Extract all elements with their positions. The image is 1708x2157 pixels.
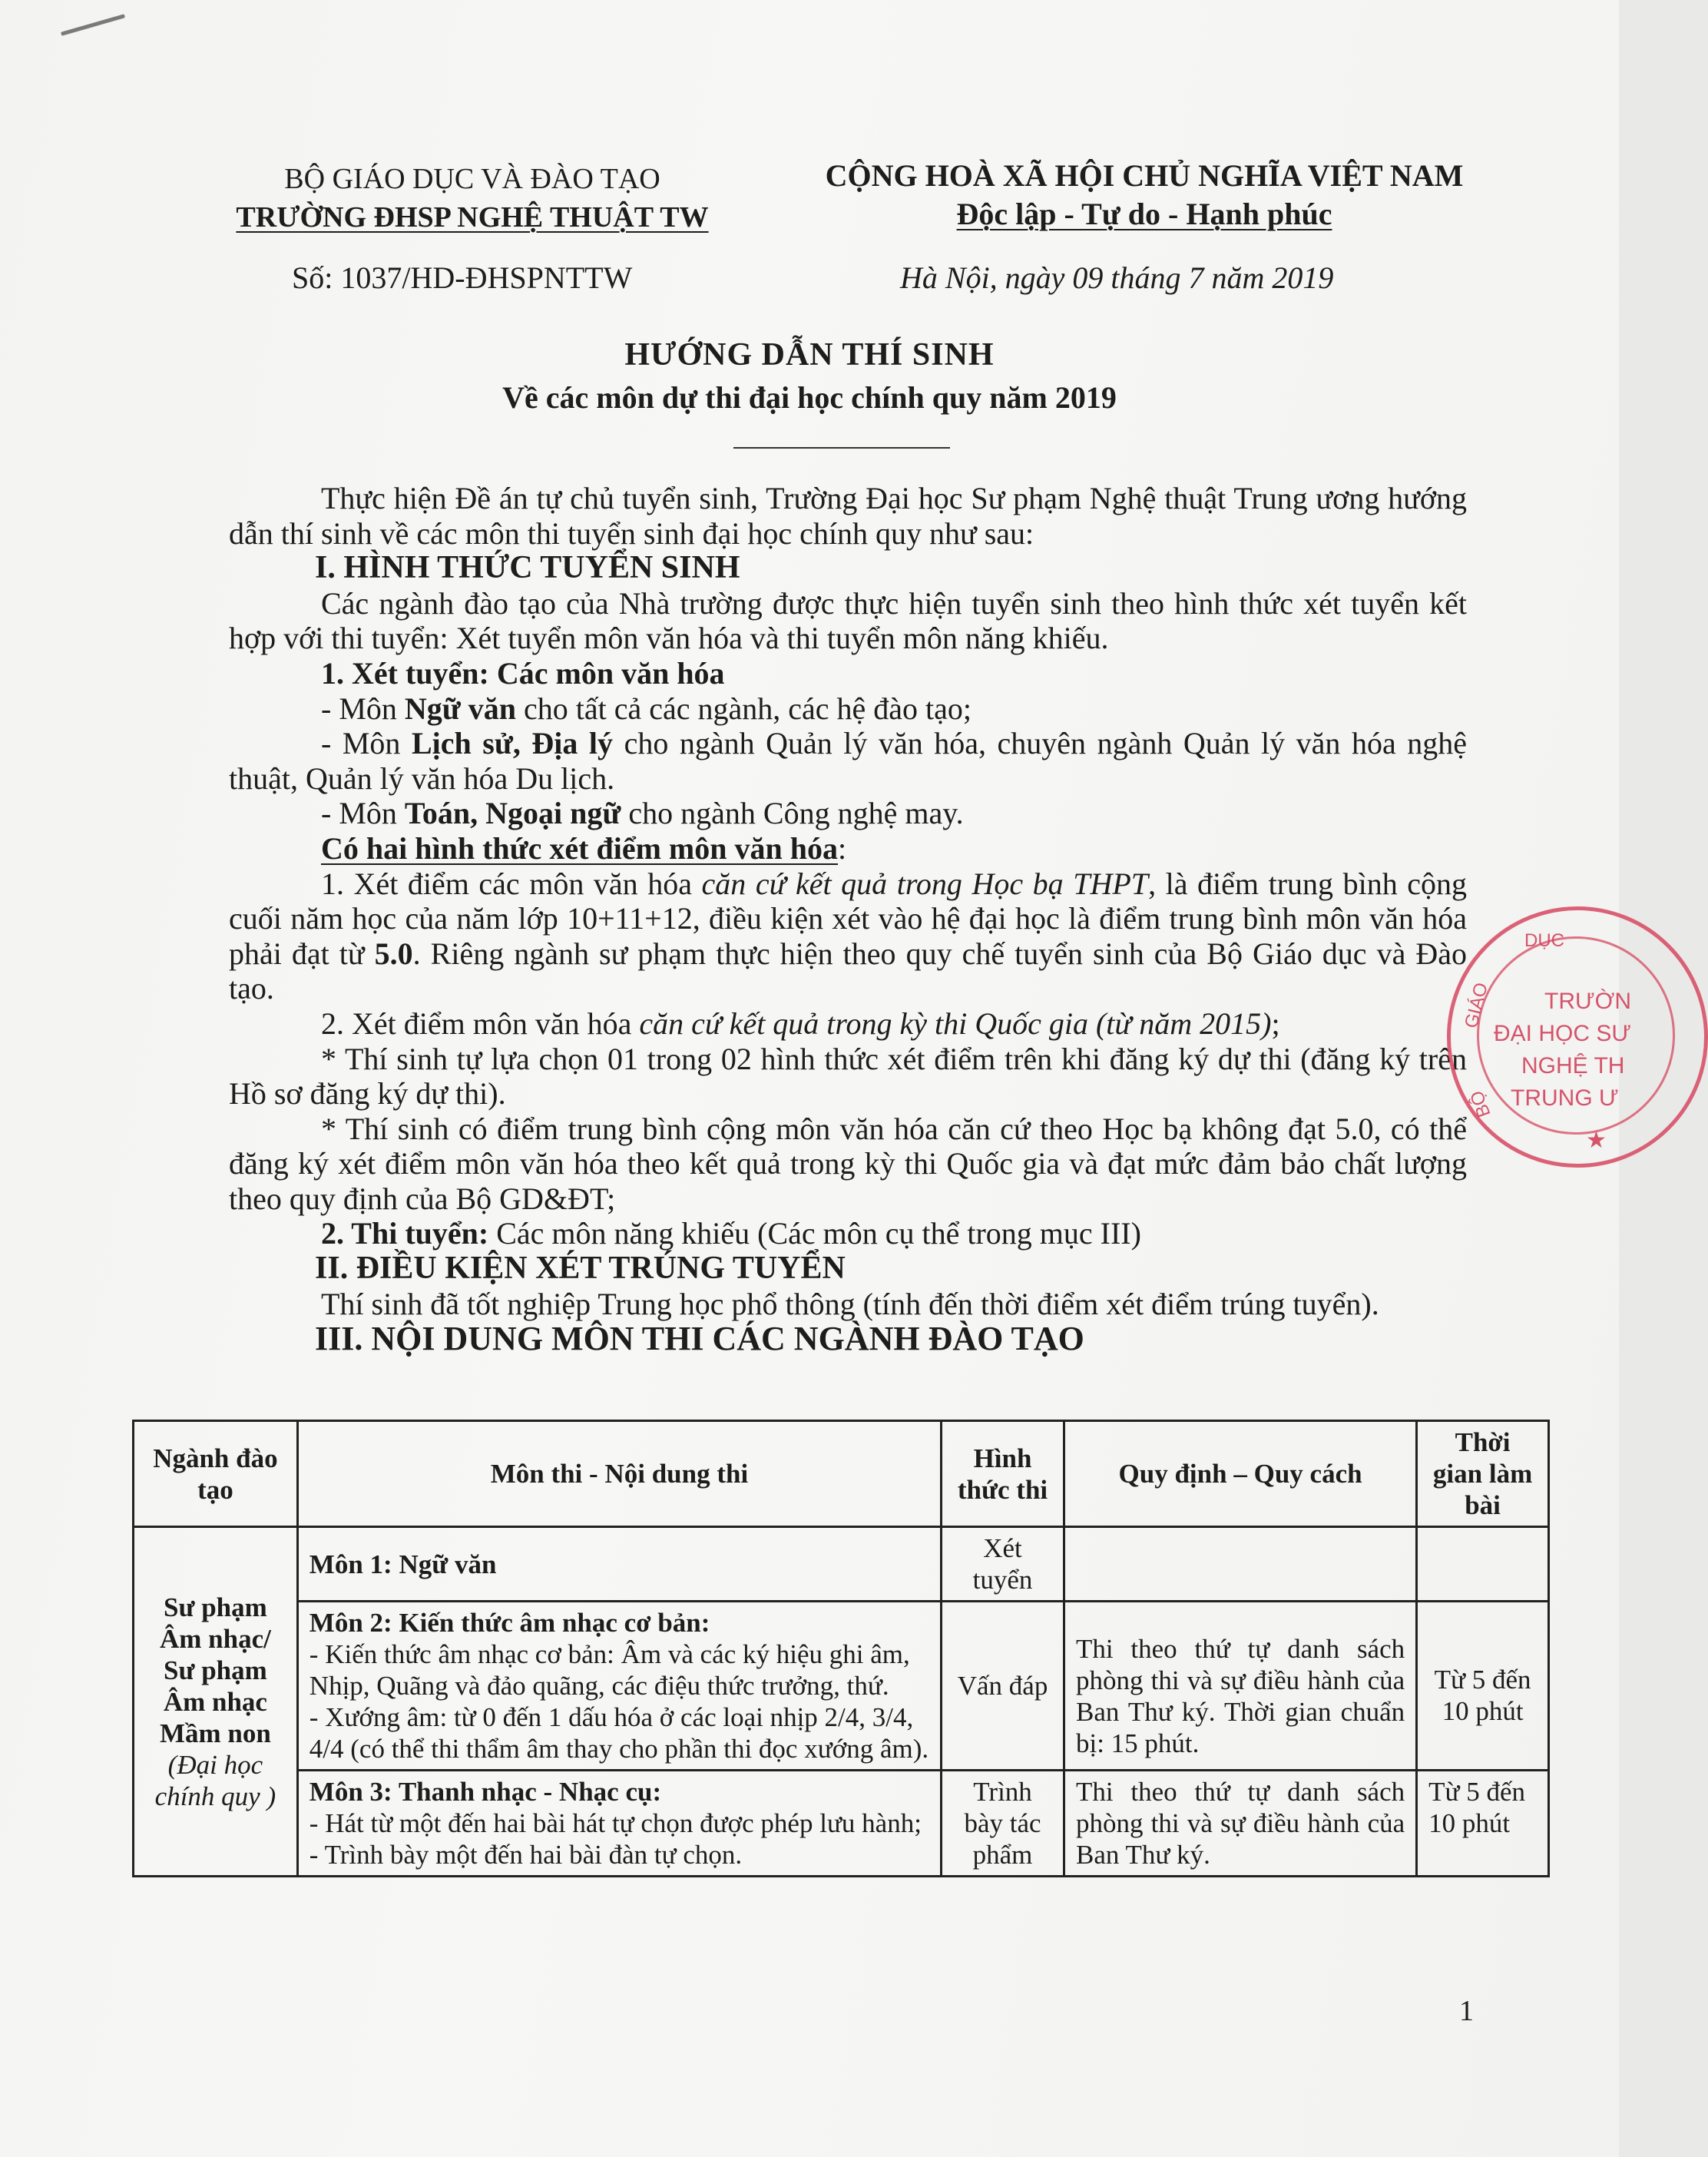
program-note: (Đại học chính quy ): [154, 1749, 276, 1811]
intro-paragraph: Thực hiện Đề án tự chủ tuyển sinh, Trường Đại học Sư phạm Nghệ thuật Trung ương hướng dẫn thí sinh về các môn thi tuyển sinh đại học chính quy như sau:: [229, 481, 1467, 551]
method-2: 2. Xét điểm môn văn hóa căn cứ kết quả trong kỳ thi Quốc gia (từ năm 2015);: [321, 1006, 1280, 1041]
section-1-heading: I. HÌNH THỨC TUYỂN SINH: [315, 550, 740, 586]
document-subtitle: Về các môn dự thi đại học chính quy năm 2019: [502, 380, 1117, 415]
section-1-text: Các ngành đào tạo của Nhà trường được thực hiện tuyển sinh theo hình thức xét tuyển kết hợp với thi tuyển: Xét tuyển môn văn hóa và thi tuyển môn năng khiếu.: [229, 585, 1467, 656]
page-number: 1: [1459, 1995, 1474, 2027]
time-cell: [1417, 1527, 1549, 1602]
subject-cell: Môn 1: Ngữ văn: [297, 1527, 941, 1602]
ministry-name: BỘ GIÁO DỤC VÀ ĐÀO TẠO: [284, 163, 660, 195]
section-2-text: Thí sinh đã tốt nghiệp Trung học phổ thông (tính đến thời điểm xét điểm trúng tuyển).: [321, 1286, 1379, 1321]
methods-heading: Có hai hình thức xét điểm môn văn hóa:: [321, 830, 847, 866]
table-header-row: [134, 1421, 1549, 1527]
time-cell: Từ 5 đến 10 phút: [1417, 1602, 1549, 1771]
note-1: * Thí sinh tự lựa chọn 01 trong 02 hình thức xét điểm trên khi đăng ký dự thi (đăng ký trên Hồ sơ đăng ký dự thi).: [229, 1041, 1467, 1112]
form-cell: Trình bày tác phẩm: [942, 1771, 1064, 1877]
seal-ring-text: GIÁO: [1461, 980, 1492, 1031]
official-seal: [1447, 906, 1708, 1168]
subject-item: - Môn Toán, Ngoại ngữ cho ngành Công nghệ may.: [321, 796, 964, 831]
issuer-block: [192, 160, 753, 237]
exam-table: [132, 1420, 1550, 1877]
school-name: TRƯỜNG ĐHSP NGHỆ THUẬT TW: [236, 201, 709, 234]
subject-item: - Môn Ngữ văn cho tất cả các ngành, các hệ đào tạo;: [321, 691, 972, 726]
seal-ring-text: BỘ: [1466, 1088, 1495, 1121]
seal-star-icon: ★: [1586, 1128, 1607, 1153]
table-header-cell: Ngành đào tạo: [134, 1421, 298, 1527]
form-cell: Vấn đáp: [942, 1602, 1064, 1771]
seal-text: TRƯỜN ĐẠI HỌC SƯ NGHỆ TH TRUNG Ư: [1494, 989, 1631, 1111]
form-cell: Xét tuyển: [942, 1527, 1064, 1602]
time-cell: Từ 5 đến 10 phút: [1417, 1771, 1549, 1877]
table-header-cell: Môn thi - Nội dung thi: [297, 1421, 941, 1527]
rule-cell: [1064, 1527, 1416, 1602]
exam-subheading: 2. Thi tuyển: Các môn năng khiếu (Các môn cụ thể trong mục III): [321, 1216, 1141, 1251]
admission-subheading: 1. Xét tuyển: Các môn văn hóa: [321, 655, 725, 691]
national-heading: [806, 157, 1482, 234]
seal-ring-text: DỤC: [1524, 930, 1564, 951]
pen-mark: [61, 14, 125, 36]
national-motto: Độc lập - Tự do - Hạnh phúc: [956, 197, 1332, 231]
rule-cell: Thi theo thứ tự danh sách phòng thi và sự điều hành của Ban Thư ký. Thời gian chuẩn bị: 15 phút.: [1064, 1602, 1416, 1771]
document-title: HƯỚNG DẪN THÍ SINH: [624, 337, 995, 373]
method-1: 1. Xét điểm các môn văn hóa căn cứ kết quả trong Học bạ THPT, là điểm trung bình cộng cuối năm học của năm lớp 10+11+12, điều kiện xét vào hệ đại học là điểm trung bình môn văn hóa phải đạt từ 5.0. Riêng ngành sư phạm thực hiện theo quy chế tuyển sinh của Bộ Giáo dục và Đào tạo.: [229, 866, 1468, 1006]
program-cell: [134, 1527, 298, 1877]
country-name: CỘNG HOÀ XÃ HỘI CHỦ NGHĨA VIỆT NAM: [825, 158, 1464, 193]
section-2-heading: II. ĐIỀU KIỆN XÉT TRÚNG TUYỂN: [315, 1251, 846, 1287]
document-date: Hà Nội, ngày 09 tháng 7 năm 2019: [900, 260, 1334, 295]
note-2: * Thí sinh có điểm trung bình cộng môn văn hóa căn cứ theo Học bạ không đạt 5.0, có thể đăng ký xét điểm môn văn hóa theo kết quả trong kỳ thi Quốc gia và đạt mức đảm bảo chất lượng theo quy định của Bộ GD&ĐT;: [229, 1111, 1467, 1216]
subject-cell: Môn 2: Kiến thức âm nhạc cơ bản: - Kiến thức âm nhạc cơ bản: Âm và các ký hiệu ghi âm, Nhịp, Quãng và đảo quãng, các điệu thức trưởng, thứ. - Xướng âm: từ 0 đến 1 dấu hóa ở các loại nhịp 2/4, 3/4, 4/4 (có thể thi thẩm âm thay cho phần thi đọc xướng âm).: [297, 1602, 941, 1771]
document-number: Số: 1037/HD-ĐHSPNTTW: [292, 260, 633, 295]
rule-cell: Thi theo thứ tự danh sách phòng thi và sự điều hành của Ban Thư ký.: [1064, 1771, 1416, 1877]
document-body: [229, 481, 1467, 1357]
table-row: [134, 1527, 1549, 1602]
subject-cell: Môn 3: Thanh nhạc - Nhạc cụ: - Hát từ một đến hai bài hát tự chọn được phép lưu hành; - Trình bày một đến hai bài đàn tự chọn.: [297, 1771, 941, 1877]
subject-item: - Môn Lịch sử, Địa lý cho ngành Quản lý văn hóa, chuyên ngành Quản lý văn hóa nghệ thuật, Quản lý văn hóa Du lịch.: [229, 726, 1467, 796]
title-divider: [733, 447, 950, 449]
table-row: [134, 1771, 1549, 1877]
section-3-heading: III. NỘI DUNG MÔN THI CÁC NGÀNH ĐÀO TẠO: [315, 1320, 1084, 1358]
table-row: [134, 1602, 1549, 1771]
table-header-cell: Hình thức thi: [942, 1421, 1064, 1527]
table-header-cell: Thời gian làm bài: [1417, 1421, 1549, 1527]
table-header-cell: Quy định – Quy cách: [1064, 1421, 1416, 1527]
program-name: Sư phạm Âm nhạc/ Sư phạm Âm nhạc Mầm non: [159, 1592, 271, 1748]
